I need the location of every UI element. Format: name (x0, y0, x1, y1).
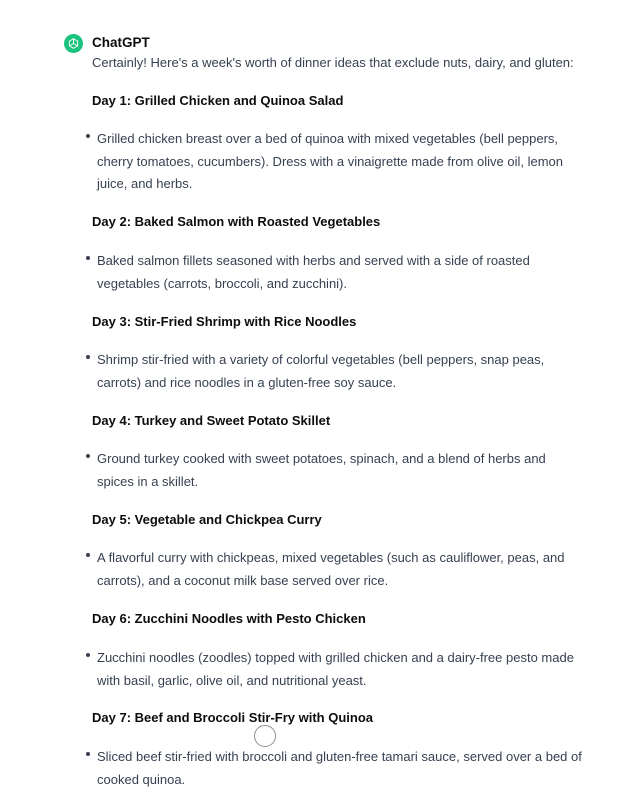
day-4-title: Day 4: Turkey and Sweet Potato Skillet (92, 413, 331, 428)
openai-logo-icon (64, 34, 83, 53)
day-7-description: Sliced beef stir-fried with broccoli and gluten-free tamari sauce, served over a bed of cooked quinoa. (97, 749, 582, 787)
day-3-title: Day 3: Stir-Fried Shrimp with Rice Noodles (92, 314, 357, 329)
bullet-dot (86, 355, 90, 359)
bullet-dot (86, 454, 90, 458)
bullet-dot (86, 653, 90, 657)
day-1-title: Day 1: Grilled Chicken and Quinoa Salad (92, 93, 344, 108)
day-6-title: Day 6: Zucchini Noodles with Pesto Chicken (92, 611, 366, 626)
day-7-title: Day 7: Beef and Broccoli Stir-Fry with Quinoa (92, 710, 373, 725)
bullet-dot (86, 752, 90, 756)
sender-name: ChatGPT (92, 35, 150, 50)
day-2-description: Baked salmon fillets seasoned with herbs and served with a side of roasted vegetables (carrots, broccoli, and zucchini). (97, 253, 530, 291)
day-4-description: Ground turkey cooked with sweet potatoes, spinach, and a blend of herbs and spices in a skillet. (97, 451, 546, 489)
cursor-indicator (254, 725, 276, 747)
day-1-description: Grilled chicken breast over a bed of quinoa with mixed vegetables (bell peppers, cherry tomatoes, cucumbers). Dress with a vinaigrette made from olive oil, lemon juice, and herbs. (97, 131, 564, 191)
bullet-dot (86, 553, 90, 557)
intro-text: Certainly! Here's a week's worth of dinner ideas that exclude nuts, dairy, and gluten: (92, 55, 574, 70)
day-5-description: A flavorful curry with chickpeas, mixed vegetables (such as cauliflower, peas, and carrots), and a coconut milk base served over rice. (97, 550, 565, 588)
day-3-description: Shrimp stir-fried with a variety of colorful vegetables (bell peppers, snap peas, carrots) and rice noodles in a gluten-free soy sauce. (97, 352, 545, 390)
day-2-title: Day 2: Baked Salmon with Roasted Vegetables (92, 214, 381, 229)
day-6-description: Zucchini noodles (zoodles) topped with grilled chicken and a dairy-free pesto made with basil, garlic, olive oil, and nutritional yeast. (97, 650, 574, 688)
bullet-dot (86, 256, 90, 260)
day-5-title: Day 5: Vegetable and Chickpea Curry (92, 512, 322, 527)
openai-logo-glyph (67, 37, 80, 50)
bullet-dot (86, 134, 90, 138)
